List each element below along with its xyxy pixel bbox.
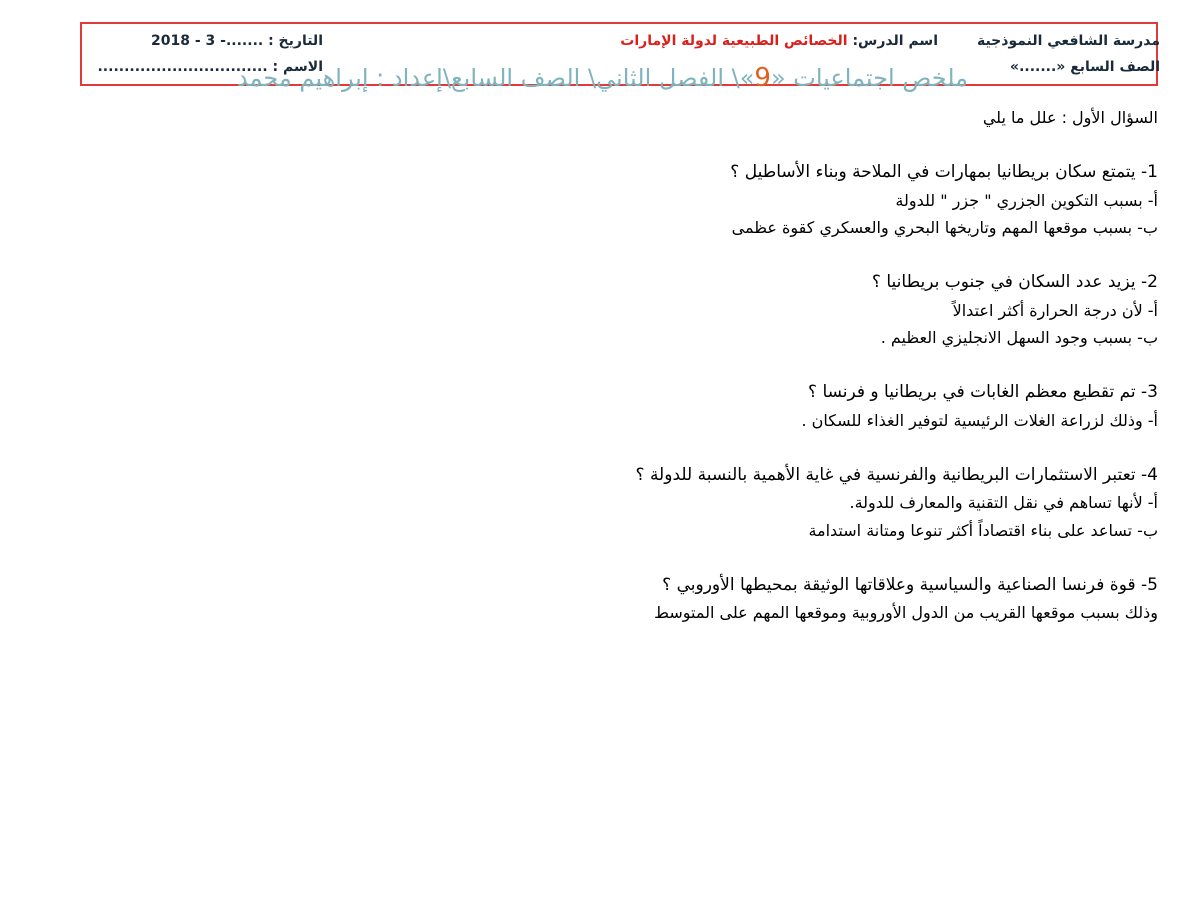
lesson-name [620,33,938,49]
grade-field: الصف السابع «.......» [1010,59,1160,75]
question-1: 1- يتمتع سكان بريطانيا بمهارات في الملاحة وبناء الأساطيل ؟ [730,162,1158,182]
watermark-banner [237,63,968,93]
answer-1b: ب- بسبب موقعها المهم وتاريخها البحري والعسكري كقوة عظمى [731,218,1158,237]
watermark-before: ملخص اجتماعيات « [770,64,968,92]
question-2: 2- يزيد عدد السكان في جنوب بريطانيا ؟ [871,272,1158,292]
watermark-after: »\ الفصل الثاني\ الصف السابع\إعداد : إبراهيم محمد [236,64,755,92]
question-4: 4- تعتبر الاستثمارات البريطانية والفرنسية في غاية الأهمية بالنسبة للدولة ؟ [635,464,1158,485]
answer-1a: أ- بسبب التكوين الجزري " جزر " للدولة [895,190,1158,210]
question-3: 3- تم تقطيع معظم الغابات في بريطانيا و فرنسا ؟ [808,382,1158,402]
document-body [58,104,1158,627]
lesson-title: الخصائص الطبيعية لدولة الإمارات [620,33,848,49]
question-5: 5- قوة فرنسا الصناعية والسياسية وعلاقاتها الوثيقة بمحيطها الأوروبي ؟ [662,574,1158,595]
section-title: السؤال الأول : علل ما يلي [982,108,1158,127]
lesson-label: اسم الدرس: [852,33,938,49]
school-name: مدرسة الشافعي النموذجية [976,33,1160,49]
answer-4b: ب- تساعد على بناء اقتصاداً أكثر تنوعا ومتانة استدامة [808,520,1158,540]
watermark-number: 9 [754,63,771,93]
answer-2a: أ- لأن درجة الحرارة أكثر اعتدالاً [952,300,1158,320]
answer-5a: وذلك بسبب موقعها القريب من الدول الأوروبية وموقعها المهم على المتوسط [654,603,1158,622]
answer-4a: أ- لأنها تساهم في نقل التقنية والمعارف للدولة. [849,493,1158,512]
date-field: التاريخ : .......- 3 - 2018 [151,33,323,49]
student-name-field: الاسم : ................................ [97,59,323,75]
answer-2b: ب- بسبب وجود السهل الانجليزي العظيم . [880,328,1158,347]
answer-3a: أ- وذلك لزراعة الغلات الرئيسية لتوفير الغذاء للسكان . [801,410,1158,430]
